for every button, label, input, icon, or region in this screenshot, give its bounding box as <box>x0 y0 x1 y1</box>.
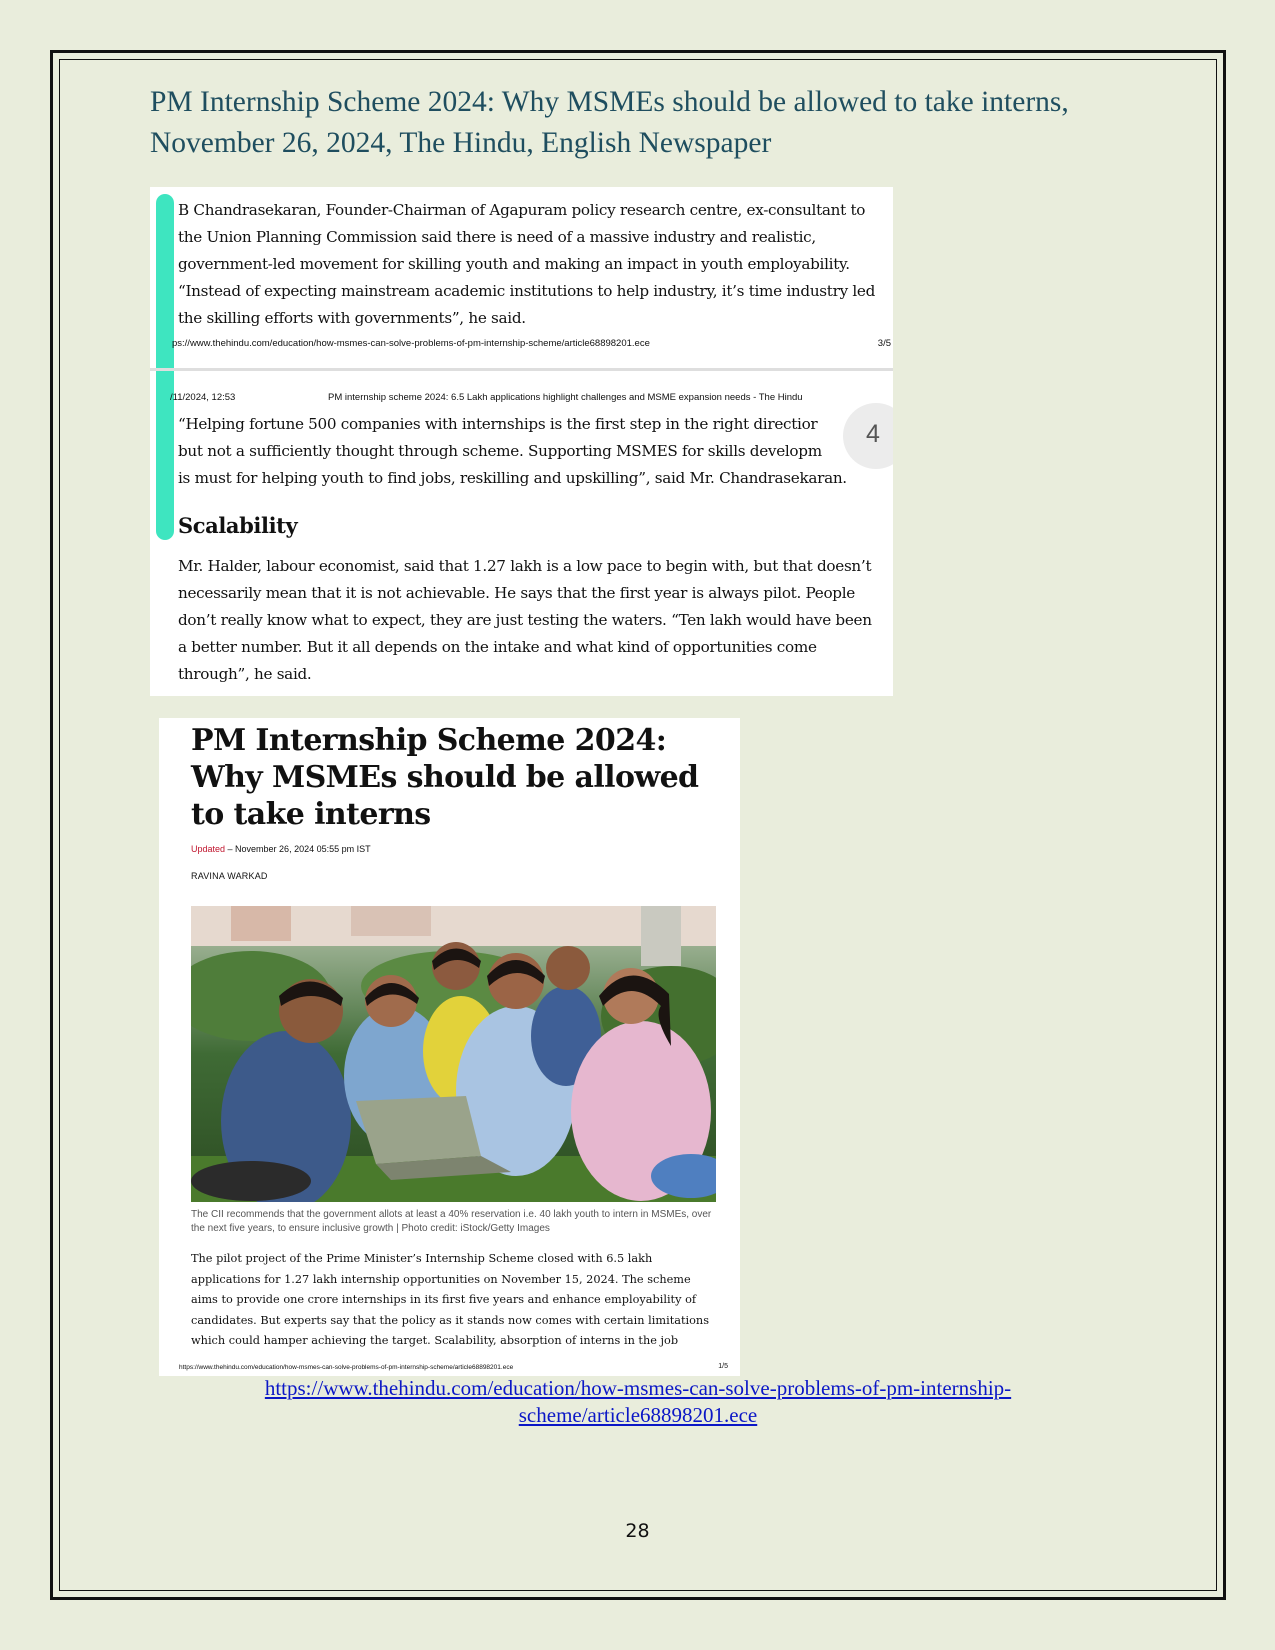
highlight-marker <box>156 194 174 540</box>
page-title: PM Internship Scheme 2024: Why MSMEs should be allowed to take interns, November 26, 2024, The Hindu, English Newspaper <box>150 86 1069 159</box>
article-clipping-front <box>159 718 740 1376</box>
source-link[interactable]: https://www.thehindu.com/education/how-msmes-can-solve-problems-of-pm-internship-scheme/article68898201.ece <box>264 1376 1012 1427</box>
article-author: RAVINA WARKAD <box>191 871 268 881</box>
clipping-page-fraction: 3/5 <box>877 338 891 349</box>
updated-label: Updated <box>191 844 226 854</box>
article-headline: PM Internship Scheme 2024: Why MSMEs should be allowed to take interns <box>191 723 699 832</box>
article-updated-line <box>191 844 371 854</box>
students-with-laptop-photo <box>191 906 716 1202</box>
article-body-intro: The pilot project of the Prime Minister’s Internship Scheme closed with 6.5 lakh applications for 1.27 lakh internship opportunities on November 15, 2024. The scheme aims to provide one crore internships in its first five years and enhance employability of candidates. But experts say that the policy as it stands now comes with certain limitations which could hamper achieving the target. Scalability, absorption of interns in the job <box>191 1252 709 1347</box>
clipping-page-separator <box>150 368 893 371</box>
updated-date: – November 26, 2024 05:55 pm IST <box>225 844 371 854</box>
quote-line: is must for helping youth to find jobs, reskilling and upskilling”, said Mr. Chandrasekaran. <box>178 469 847 487</box>
photo-caption: The CII recommends that the government allots at least a 40% reservation i.e. 40 lakh youth to intern in MSMEs, over the next five years, to ensure inclusive growth | Photo credit: iStock/Getty Images <box>191 1209 712 1234</box>
article-clipping-excerpt <box>150 187 893 696</box>
clipping-url-footer: https://www.thehindu.com/education/how-msmes-can-solve-problems-of-pm-internship-scheme/article68898201.ece <box>179 1364 514 1371</box>
clipping-header-date: /11/2024, 12:53 <box>170 392 236 403</box>
quote-line: but not a sufficiently thought through scheme. Supporting MSMES for skills developm <box>178 442 822 460</box>
clipping-paragraph-quote <box>178 411 878 492</box>
scalability-heading: Scalability <box>178 513 298 538</box>
clipping-url-footer: ps://www.thehindu.com/education/how-msmes-can-solve-problems-of-pm-internship-scheme/article68898201.ece <box>172 338 650 349</box>
clipping-header-title: PM internship scheme 2024: 6.5 Lakh applications highlight challenges and MSME expansion needs - The Hindu <box>328 392 803 403</box>
page-number: 28 <box>625 1520 650 1542</box>
quote-line: “Helping fortune 500 companies with internships is the first step in the right directior <box>178 415 818 433</box>
clipping-paragraph-halder: Mr. Halder, labour economist, said that 1.27 lakh is a low pace to begin with, but that doesn’t necessarily mean that it is not achievable. He says that the first year is always pilot. People don’t really know what to expect, they are just testing the waters. “Ten lakh would have been a better number. But it all depends on the intake and what kind of opportunities come through”, he said. <box>178 557 872 683</box>
page-number-bubble-label: 4 <box>866 420 880 448</box>
clipping-page-fraction: 1/5 <box>718 1363 728 1370</box>
clipping-paragraph-chandrasekaran: B Chandrasekaran, Founder-Chairman of Agapuram policy research centre, ex-consultant to the Union Planning Commission said there is need of a massive industry and realistic, government-led movement for skilling youth and making an impact in youth employability. “Instead of expecting mainstream academic institutions to help industry, it’s time industry led the skilling efforts with governments”, he said. <box>178 201 876 327</box>
